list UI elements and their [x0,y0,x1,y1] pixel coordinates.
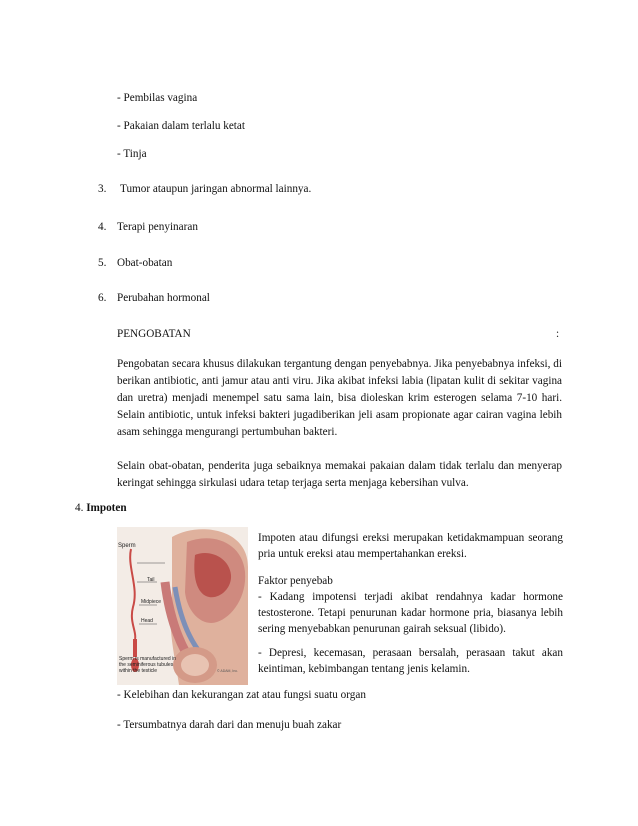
list-text: Perubahan hormonal [117,292,210,304]
list-number: 3. [98,183,107,195]
faktor-item-1: - Kadang impotensi terjadi akibat rendahnya kadar hormone testosterone. Tetapi penurunan kadar hormone pria, biasanya lebih sering menyebabkan penurunan gairah seksual (libido). [258,591,563,635]
section-number: 4. [75,502,84,514]
list-text: Terapi penyinaran [117,221,198,233]
section-title-text: Impoten [86,502,127,514]
copyright-label: © ADAM, Inc. [217,669,239,673]
section-heading: PENGOBATAN [117,328,191,340]
sperm-label: Sperm [118,543,136,549]
anatomy-figure [117,527,248,685]
list-item: - Pakaian dalam terlalu ketat [117,120,245,132]
pengobatan-paragraph-1: Pengobatan secara khusus dilakukan tergantung dengan penyebabnya. Jika penyebabnya infeksi, di berikan antibiotic, anti jamur atau anti viru. Jika akibat infeksi labia (lipatan kulit di sekitar vagina dan uretra) menjadi menempel satu sama lain, bisa dioleskan krim esterogen selama 7-10 hari. Selain antibiotic, untuk infeksi bakteri jugadiberikan jeli asam propionate agar cairan vagina lebih asam sehingga mengurangi pertumbuhan bakteri. [117,358,562,438]
faktor-title: Faktor penyebab [258,575,333,587]
list-item: - Tinja [117,148,147,160]
figure-caption: Sperm is manufactured in the seminiferous tubules within the testicle [119,656,176,674]
list-number: 6. [98,292,107,304]
head-label: Head [141,618,153,624]
tail-label: Tail [147,577,155,583]
impoten-intro: Impoten atau difungsi ereksi merupakan ketidakmampuan seorang pria untuk ereksi atau mempertahankan ereksi. [258,532,563,560]
list-text: Tumor ataupun jaringan abnormal lainnya. [120,183,312,195]
heading-colon: : [556,328,560,340]
list-item: - Pembilas vagina [117,92,198,104]
midpiece-label: Midpiece [141,599,162,605]
list-item: - Tersumbatnya darah dari dan menuju buah zakar [117,719,342,731]
list-item: - Kelebihan dan kekurangan zat atau fungsi suatu organ [117,689,366,701]
list-number: 5. [98,257,107,269]
list-number: 4. [98,221,107,233]
section-title [75,501,127,515]
faktor-item-2: - Depresi, kecemasan, perasaan bersalah, perasaan takut akan keintiman, kebimbangan tentang jenis kelamin. [258,647,563,675]
list-text: Obat-obatan [117,257,173,269]
pengobatan-paragraph-2: Selain obat-obatan, penderita juga sebaiknya memakai pakaian dalam tidak terlalu dan menyerap keringat sehingga sirkulasi udara tetap terjaga serta menjaga kebersihan vulva. [117,460,562,489]
